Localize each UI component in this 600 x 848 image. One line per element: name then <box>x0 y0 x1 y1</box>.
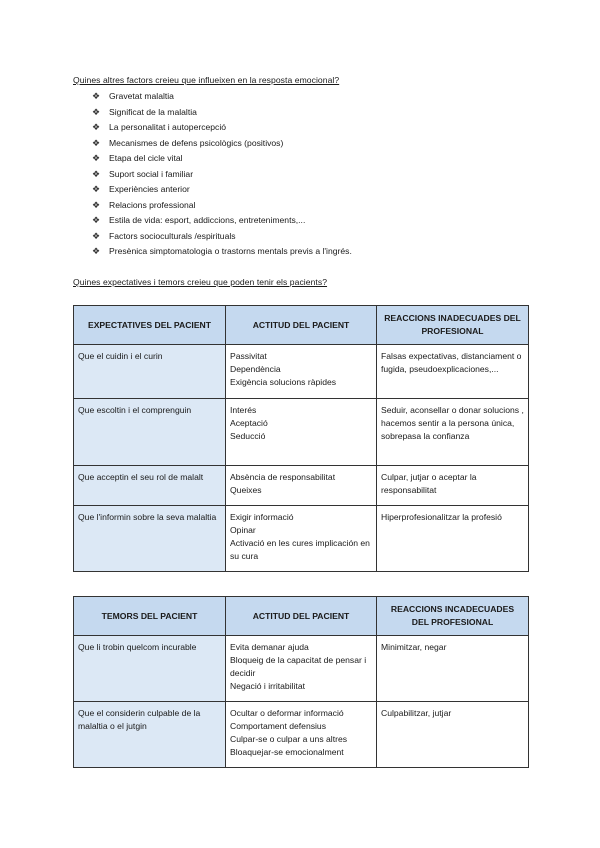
reaction-cell: Seduir, aconsellar o donar solucions , hacemos sentir a la persona única, sobrepasa la confianza <box>377 399 529 466</box>
attitude-cell: Interés Aceptació Seducció <box>226 399 377 466</box>
reaction-cell: Minimitzar, negar <box>377 636 529 702</box>
list-item: ❖ Factors socioculturals /espirituals <box>92 229 352 245</box>
reaction-cell: Culpabilitzar, jutjar <box>377 702 529 768</box>
table-row <box>74 466 529 506</box>
table-row <box>74 702 529 768</box>
diamond-bullet-icon: ❖ <box>92 230 101 241</box>
list-item: ❖ Gravetat malaltia <box>92 89 352 105</box>
attitude-cell: Passivitat Dependència Exigència solucions ràpides <box>226 345 377 399</box>
attitude-cell: Ocultar o deformar informació Comportament defensius Culpar-se o culpar a uns altres Bloaquejar-se emocionalment <box>226 702 377 768</box>
reaction-cell: Falsas expectativas, distanciament o fugida, pseudoexplicaciones,... <box>377 345 529 399</box>
list-item: ❖ Estila de vida: esport, addiccions, entreteniments,... <box>92 213 352 229</box>
attitude-cell: Evita demanar ajuda Bloqueig de la capacitat de pensar i decidir Negació i irritabilitat <box>226 636 377 702</box>
diamond-bullet-icon: ❖ <box>92 106 101 117</box>
expectations-table <box>73 305 529 572</box>
list-item: ❖ Etapa del cicle vital <box>92 151 352 167</box>
list-item: ❖ La personalitat i autopercepció <box>92 120 352 136</box>
reaction-cell: Culpar, jutjar o aceptar la responsabilitat <box>377 466 529 506</box>
table-row <box>74 636 529 702</box>
table-row <box>74 345 529 399</box>
heading-expectations: Quines expectatives i temors creieu que poden tenir els pacients? <box>73 277 328 287</box>
diamond-bullet-icon: ❖ <box>92 137 101 148</box>
column-header: REACCIONS INADECUADES DEL PROFESIONAL <box>377 306 529 345</box>
factors-list <box>92 89 352 260</box>
attitude-cell: Absència de responsabilitat Queixes <box>226 466 377 506</box>
diamond-bullet-icon: ❖ <box>92 215 101 225</box>
table-row <box>74 399 529 466</box>
expectation-cell: Que acceptin el seu rol de malalt <box>74 466 226 506</box>
column-header: TEMORS DEL PACIENT <box>74 597 226 636</box>
fear-cell: Que el considerin culpable de la malaltia o el jutgin <box>74 702 226 768</box>
diamond-bullet-icon: ❖ <box>92 153 101 163</box>
diamond-bullet-icon: ❖ <box>92 91 101 101</box>
column-header: ACTITUD DEL PACIENT <box>226 306 377 345</box>
fears-table <box>73 596 529 768</box>
list-item: ❖ Relacions professional <box>92 198 352 214</box>
attitude-cell: Exigir informació Opinar Activació en les cures implicación en su cura <box>226 506 377 572</box>
table-header-row <box>74 597 529 636</box>
expectation-cell: Que l'informin sobre la seva malaltia <box>74 506 226 572</box>
diamond-bullet-icon: ❖ <box>92 184 101 194</box>
diamond-bullet-icon: ❖ <box>92 122 101 132</box>
column-header: EXPECTATIVES DEL PACIENT <box>74 306 226 345</box>
diamond-bullet-icon: ❖ <box>92 246 101 256</box>
list-item: ❖ Suport social i familiar <box>92 167 352 183</box>
heading-factors: Quines altres factors creieu que influeixen en la resposta emocional? <box>73 75 340 85</box>
list-item: ❖ Mecanismes de defens psicològics (positivos) <box>92 136 352 152</box>
column-header: ACTITUD DEL PACIENT <box>226 597 377 636</box>
table-header-row <box>74 306 529 345</box>
expectation-cell: Que escoltin i el comprenguin <box>74 399 226 466</box>
diamond-bullet-icon: ❖ <box>92 199 101 210</box>
table-row <box>74 506 529 572</box>
list-item: ❖ Experiències anterior <box>92 182 352 198</box>
list-item: ❖ Significat de la malaltia <box>92 105 352 121</box>
reaction-cell: Hiperprofesionalitzar la profesió <box>377 506 529 572</box>
fear-cell: Que li trobin quelcom incurable <box>74 636 226 702</box>
list-item: ❖ Presènica simptomatologia o trastorns mentals previs a l'ingrés. <box>92 244 352 260</box>
column-header: REACCIONS INCADECUADES DEL PROFESIONAL <box>377 597 529 636</box>
diamond-bullet-icon: ❖ <box>92 168 101 179</box>
expectation-cell: Que el cuidin i el curin <box>74 345 226 399</box>
